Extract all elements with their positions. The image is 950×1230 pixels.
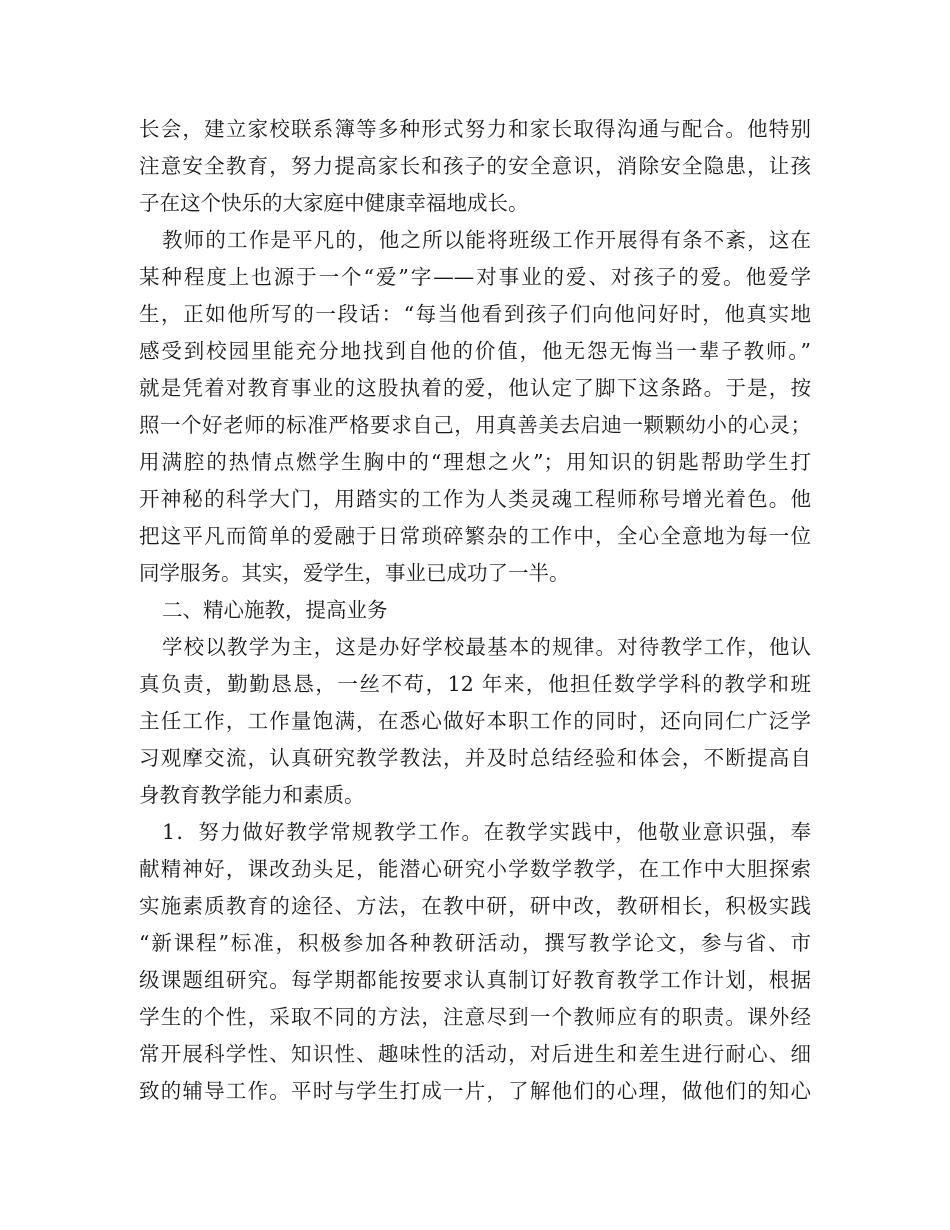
text-line: 学生的个性，采取不同的方法，注意尽到一个教师应有的职责。课外经 xyxy=(139,1005,811,1029)
paragraph-1 xyxy=(139,111,811,222)
text-line: 开神秘的科学大门，用踏实的工作为人类灵魂工程师称号增光着色。他 xyxy=(139,487,811,511)
text-line: 注意安全教育，努力提高家长和孩子的安全意识，消除安全隐患，让孩 xyxy=(139,154,811,178)
text-line: 主任工作，工作量饱满，在悉心做好本职工作的同时，还向同仁广泛学 xyxy=(139,709,811,733)
text-line: 同学服务。其实，爱学生，事业已成功了一半。 xyxy=(139,561,570,585)
paragraph-3 xyxy=(139,629,811,814)
section-heading xyxy=(139,592,811,629)
text-line: 某种程度上也源于一个“爱”字——对事业的爱、对孩子的爱。他爱学 xyxy=(139,265,811,289)
text-line: 致的辅导工作。平时与学生打成一片，了解他们的心理，做他们的知心 xyxy=(139,1079,811,1103)
text-line: 级课题组研究。每学期都能按要求认真制订好教育教学工作计划，根据 xyxy=(139,968,811,992)
text-line: 用满腔的热情点燃学生胸中的“理想之火”；用知识的钥匙帮助学生打 xyxy=(139,450,811,474)
paragraph-2 xyxy=(139,222,811,592)
paragraph-4 xyxy=(139,814,811,1110)
text-line: 把这平凡而简单的爱融于日常琐碎繁杂的工作中，全心全意地为每一位 xyxy=(139,524,811,548)
text-line: 学校以教学为主，这是办好学校最基本的规律。对待教学工作，他认 xyxy=(162,635,811,659)
text-line: 就是凭着对教育事业的这股执着的爱，他认定了脚下这条路。于是，按 xyxy=(139,376,811,400)
text-line: 实施素质教育的途径、方法，在教中研，研中改，教研相长，积极实践 xyxy=(139,894,811,918)
text-line: 照一个好老师的标准严格要求自己，用真善美去启迪一颗颗幼小的心灵； xyxy=(139,413,811,437)
text-line: 子在这个快乐的大家庭中健康幸福地成长。 xyxy=(139,191,529,215)
text-line: 身教育教学能力和素质。 xyxy=(139,783,365,807)
text-line: 真负责，勤勤恳恳，一丝不苟，12 年来，他担任数学学科的教学和班 xyxy=(139,672,811,696)
text-line: 1．努力做好教学常规教学工作。在教学实践中，他敬业意识强，奉 xyxy=(162,820,811,844)
text-line: 感受到校园里能充分地找到自他的价值，他无怨无悔当一辈子教师。” xyxy=(139,339,811,363)
text-line: 常开展科学性、知识性、趣味性的活动，对后进生和差生进行耐心、细 xyxy=(139,1042,811,1066)
text-line: “新课程”标准，积极参加各种教研活动，撰写教学论文，参与省、市 xyxy=(139,931,811,955)
text-line: 教师的工作是平凡的，他之所以能将班级工作开展得有条不紊，这在 xyxy=(162,228,811,252)
text-line: 习观摩交流，认真研究教学教法，并及时总结经验和体会，不断提高自 xyxy=(139,746,811,770)
text-line: 生，正如他所写的一段话：“每当他看到孩子们向他问好时，他真实地 xyxy=(139,302,811,326)
document-page xyxy=(139,111,811,1110)
heading-text: 二、精心施教，提高业务 xyxy=(162,598,388,622)
text-line: 献精神好，课改劲头足，能潜心研究小学数学教学，在工作中大胆探索 xyxy=(139,857,811,881)
text-line: 长会，建立家校联系簿等多种形式努力和家长取得沟通与配合。他特别 xyxy=(139,117,811,141)
